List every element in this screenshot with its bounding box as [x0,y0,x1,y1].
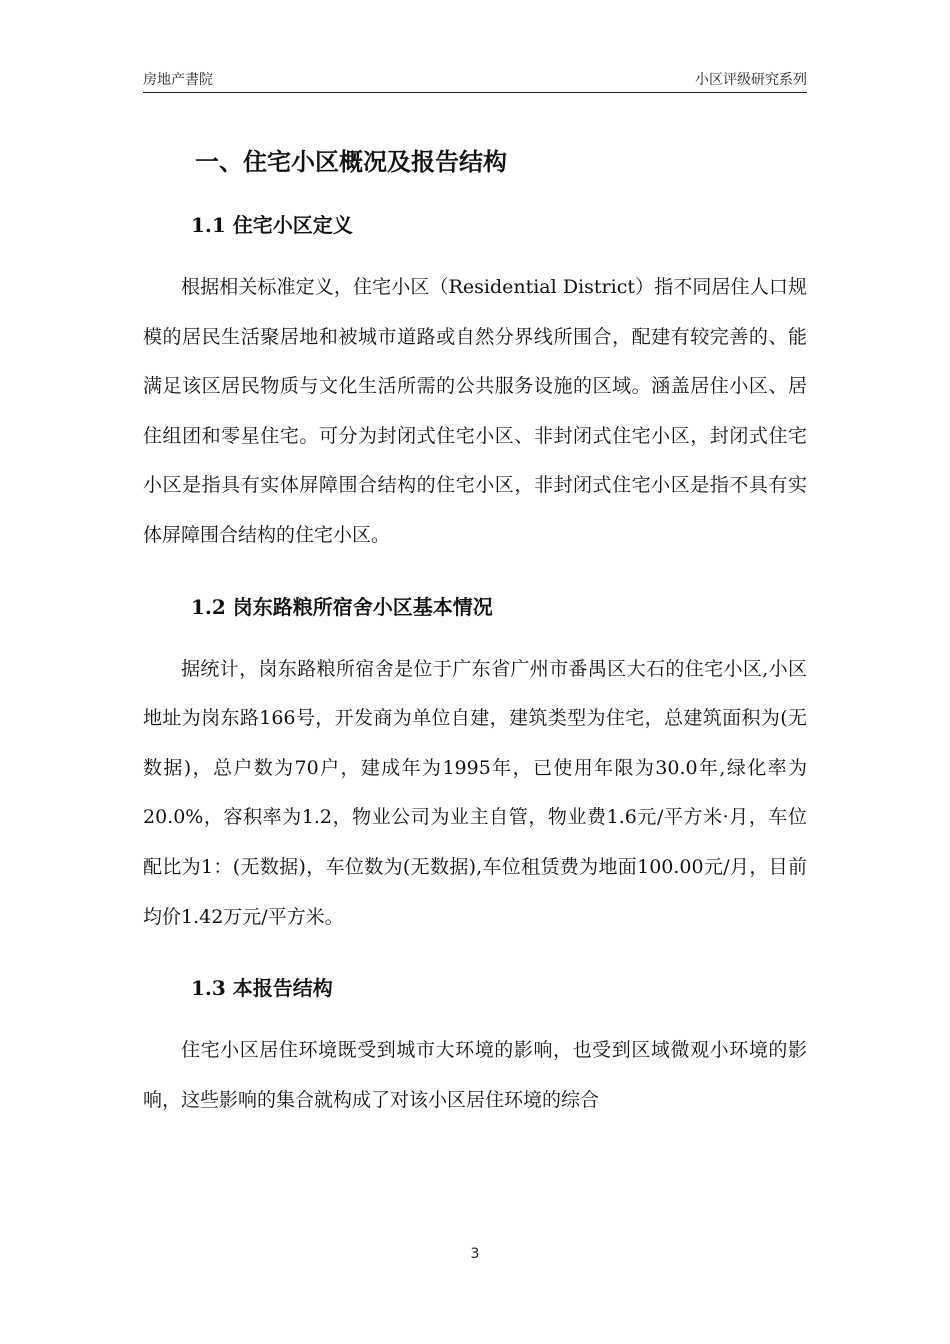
section-1-3-paragraph: 住宅小区居住环境既受到城市大环境的影响，也受到区域微观小环境的影响，这些影响的集合就构成了对该小区居住环境的综合 [143,1039,807,1111]
header-publisher: 房地产書院 [143,72,213,88]
section-1-2-paragraph: 据统计，岗东路粮所宿舍是位于广东省广州市番禺区大石的住宅小区,小区地址为岗东路166号，开发商为单位自建，建筑类型为住宅，总建筑面积为(无数据)，总户数为70户，建成年为1995年，已使用年限为30.0年,绿化率为20.0%，容积率为1.2，物业公司为业主自管，物业费1.6元/平方米·月，车位配比为1：(无数据)，车位数为(无数据),车位租赁费为地面100.00元/月，目前均价1.42万元/平方米。 [143,657,807,928]
page-header [143,62,807,93]
section-1-3-title: 1.3 本报告结构 [191,976,333,1001]
page-content [143,140,807,1125]
section-1-2-title: 1.2 岗东路粮所宿舍小区基本情况 [191,594,493,619]
section-1-1-paragraph: 根据相关标准定义，住宅小区（Residential District）指不同居住人口规模的居民生活聚居地和被城市道路或自然分界线所围合，配建有较完善的、能满足该区居民物质与文化生活所需的公共服务设施的区域。涵盖居住小区、居住组团和零星住宅。可分为封闭式住宅小区、非封闭式住宅小区，封闭式住宅小区是指具有实体屏障围合结构的住宅小区，非封闭式住宅小区是指不具有实体屏障围合结构的住宅小区。 [143,276,807,546]
section-1-1-title: 1.1 住宅小区定义 [191,213,353,237]
header-series-title: 小区评级研究系列 [695,72,807,88]
chapter-title: 一、住宅小区概况及报告结构 [195,147,507,176]
page-number: 3 [470,1246,480,1262]
